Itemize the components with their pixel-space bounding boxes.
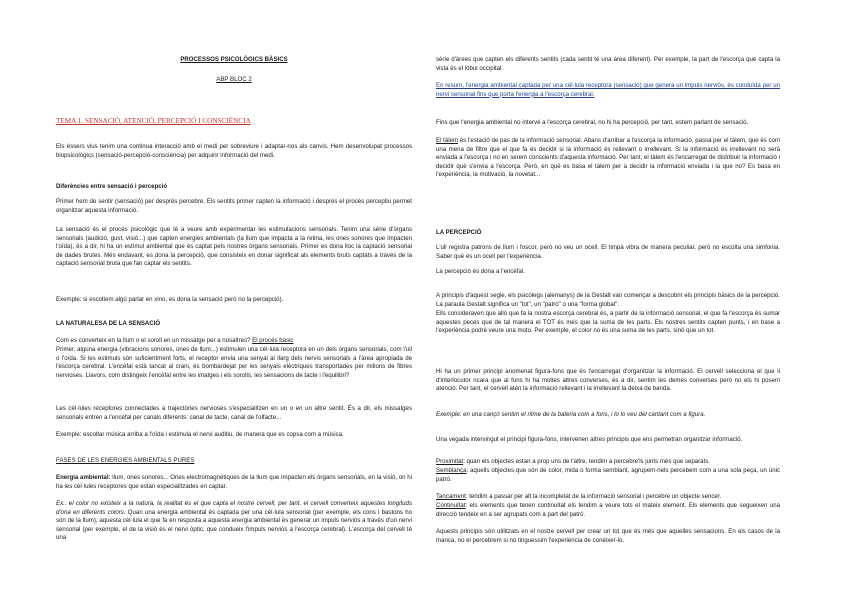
chapter-title: TEMA 1. SENSACIÓ, ATENCIÓ, PERCEPCIÓ I CONSCIÈNCIA [56, 117, 251, 125]
term-label: Semblança [436, 467, 467, 474]
term-label: Proximitat [436, 458, 464, 465]
term-label: El tàlem [436, 137, 459, 144]
paragraph: Primer, alguna energia (vibracions sonores, ones de llum...) estimulen una cèl·lula receptora en un dels òrgans sensorials, com l'ull o l'oïda. Si les estimuls són suficientment forts, el receptor envia una senyal al llarg dels nervis sensorials a l'àrea apropiada de l'escorça cerebral. L'encèfal està tancat al crani, és bombardejat per les senyals elèctriques transportades per milions de fibres nervioses. Llavors, com distingeix l'encèfal entre les imatges i els sorolls, les sensacions de tacte i l'equilibri? [56, 346, 412, 379]
example-text: Ex.: el color no existeix a la natura, la realitat és el que capta el nostre cervell, per tant, el cervell converteix aquestes longituds d'ona en diferents colors. [56, 500, 412, 516]
paragraph: Primer hem de sentir (sensació) per després percebre. Els sentits primer capten la informació i després el procés perceptiu permet organitzar aquesta informació. [56, 198, 412, 214]
summary-paragraph: En resum, l'energia ambiental captada per una cèl·lula receptora (sensació) que genera un impuls nerviós, és conduïda per un nervi sensorial fins que porta l'energia a l'escorça cerebral. [436, 82, 780, 98]
paragraph [56, 337, 412, 346]
term-label: Energia ambiental: [56, 474, 111, 481]
paragraph: Una vegada intervingut el principi figura-fons, intervenen altres principis que ens permetran organitzar informació. [436, 436, 743, 443]
paragraph: Exemple: si escoltem algú parlar en xino, es dona la sensació però no la percepció). [56, 296, 284, 303]
document-subtitle: ABP BLOC 2 [216, 76, 252, 83]
intro-paragraph: Els éssers vius tenim una continua interacció amb el medi per sobreviure i adaptar-nos als canvis. Hem desenvolupat processos biopsicològics (sensació-percepció-consciència) per adquirir informació del medi. [56, 143, 412, 159]
paragraph: L'ull registra patrons de llum i foscor, però no veu un ocell. El timpà vibra de manera peculiar, però no escolta una simfonia. Saber què és un ocell per l'experiència. [436, 244, 780, 260]
paragraph: Exemple: escoltar música arriba a l'oïda i estimula el nervi auditiu, de manera que es copsa com a música. [56, 431, 344, 438]
paragraph: Ells consideraven que allò que fa la nostra escorça cerebral és, a partir de la informació sensorial, el que fa l'escorça és sumar aquestes peces que de tal manera el TOT és més que la suma de les parts. Els nostres sentits capten punts, i en base a l'experiència podré veure una moto. Per exemple, el color no és una suma de les parts, sinó que un tot. [436, 310, 780, 335]
document-title: PROCESSOS PSICOLÒGICS BÀSICS [180, 56, 288, 63]
paragraph: sèrie d'àrees que capten els diferents sentits (cada sentit té una àrea diferent). Per exemple, la part de l'escorça que capta la vista és el lòbul occipital. [436, 56, 780, 72]
gestalt-principle-item: Semblança: aquells objectes que són de color, mida o forma semblant, agrupem-nels percebem com a una sola peça, un únic patró. [436, 467, 780, 483]
gestalt-principle-item: Continuïtat: els elements que tenen continuïtat els tendim a veure tots el mateix element. Els elements que segueixen una direcció tendeix en a ser agrupats com a part del patró. [436, 502, 780, 518]
paragraph: El tàlem és l'estació de pas de la informació sensorial. Abans d'arribar a l'escorça la informació, passa per el tàlem, que és com una mena de filtre que el que fa és decidir si la informació és rellevant o irrellevant. Si la informació és irrellevant no serà enviada a l'escorça i no en serem conscients d'aquesta informació. Per tant, el tàlem és l'encarregat de distribuir la informació i decidir què s'envia a l'escorça. Però, en què es basa el tàlem per a decidir la informació enviada i la que no? Es basa en l'experiència, la motivació, la novetat... [436, 137, 780, 179]
section-heading-sensation-perception: Diferències entre sensació i percepció [56, 183, 168, 190]
paragraph: Aquests principis són utilitzats en el nostre cervell per crear un tot que és més que aquelles sensacions. En els casos de la manca, no el percebrem si no tinguessim l'experiència de conèixer-lo. [436, 528, 780, 544]
paragraph: Les cèl·lules receptores connectades a trajectòries nervioses s'especialitzen en un o en un altre sentit. És a dir, els missatges sensorials entren a l'encèfal per canals diferents: canal de tacte, canal de l'olfacte... [56, 405, 412, 421]
example-text: Exemple: en una cançó sentim el ritme de la bateria com a fons, i lo lo veu del cantant com a figura. [436, 411, 706, 418]
section-heading-energy-phases: FASES DE LES ENERGIES AMBIENTALS PURES [56, 457, 195, 464]
paragraph: Fins que l'energia ambiental no intervé a l'escorça cerebral, no hi ha percepció, per tant, estem parlant de sensació. [436, 119, 749, 126]
basic-process-label: El procés bàsic [252, 337, 294, 344]
question-text: Com es converteix en la llum o el soroll en un missatge per a nosaltres? [56, 337, 251, 344]
paragraph: Hi ha un primer principi anomenat figura-fons que és l'encarregat d'organitzar la informació. El cervell selecciona el que li d'interlocutor ncara que al fons hi ha moltes altres converses, és a dir, sentim les demés converses però no els hi posem atenció. Per tant, el cervell atén la informació rellevant i la irrellevant la deixa de banda. [436, 368, 780, 393]
gestalt-principle-item: Tancament: tendim a passar per alt la incompletat de la informació sensorial i percebre un objecte sencer. [436, 493, 722, 500]
paragraph: Energia ambiental: llum, ones sonores... Ones electromagnètiques de la llum que impacten els òrgans sensorials, en la visió, on hi ha les cèl·lules receptores que estan especialitzades en captar. [56, 474, 412, 490]
gestalt-principle-item: Proximitat: quan els objectes estan a prop uns de l'altre, tendim a percebre'ls junts més que separats. [436, 458, 710, 465]
section-heading-perception: LA PERCEPCIÓ [436, 229, 482, 236]
term-label: Tancament [436, 493, 466, 500]
paragraph: A principis d'aquest segle, els psicòlegs (alemanys) de la Gestalt van començar a descobrir els principis bàsics de la percepció. La paraula Gestalt significa un "tot", un "patró" o una "forma global". [436, 292, 780, 308]
paragraph: Ex.: el color no existeix a la natura, la realitat és el que capta el nostre cervell, per tant, el cervell converteix aquestes longituds d'ona en diferents colors. Quan una energia ambiental és captada per una cèl·lula sensorial (per exemple, els cons i bastons ho són de la llum), aquesta cèl·lula el que fa en resposta a aquesta energia ambiental és generar un impuls nerviós a través d'un nervi sensorial (per exemple, el de la visió és el nervi òptic, que condueix l'impuls nerviós a l'escorça cerebral). L'escorça del cervell té una [56, 500, 412, 542]
paragraph: La percepció és dona a l'encèfal. [436, 268, 525, 275]
section-heading-nature-of-sensation: LA NATURALESA DE LA SENSACIÓ [56, 320, 161, 327]
paragraph: La sensació és el procés psicològic que té a veure amb experimentar les estimulacions sensorials. Tenim una sèrie d'òrgans sensorials (audició, gust, visió...) que capten energies ambientals (la llum que impacta a la retina, les ones sonores que impacten l'oïda), és a dir, hi ha un estímul ambiental que és captat pels nostres òrgans sensorials. Primer es dona lloc la captació sensorial de dades brutes. Més endavant, es dona la percepció, que consisteix en donar significat als elements bruts captats a través de la captació sensorial bruta que fan captar els sentits. [56, 226, 412, 268]
term-label: Continuïtat [436, 502, 466, 509]
